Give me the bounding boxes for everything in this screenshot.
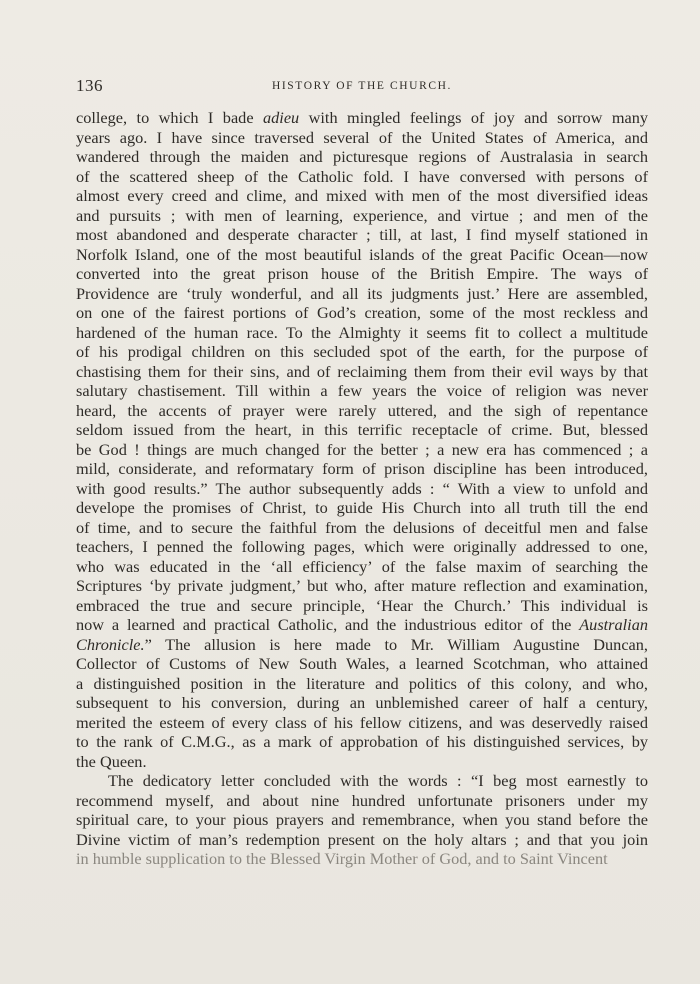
text-segment: who was educated in the ‘all efficiency’ of the false maxim of searching the [76, 556, 648, 576]
text-segment: converted into the great prison house of the British Empire. The ways of [76, 264, 648, 283]
text-segment: Scriptures ‘by private judgment,’ but who, after mature reflection and examination, [76, 576, 648, 595]
text-line [76, 128, 648, 148]
italic-text: Chronicle. [76, 634, 145, 654]
text-segment: teachers, I penned the following pages, which were originally addressed to one, [76, 537, 648, 556]
text-line [76, 791, 648, 811]
text-segment: years ago. I have since traversed several of the United States of America, and [76, 127, 648, 147]
text-segment: wandered through the maiden and picturesque regions of Australasia in search [76, 147, 648, 166]
text-segment: of time, and to secure the faithful from the delusions of deceitful men and false [76, 517, 648, 537]
text-line [76, 771, 648, 791]
text-line [76, 479, 648, 499]
text-segment: heard, the accents of prayer were rarely uttered, and the sigh of repentance [76, 400, 648, 420]
text-segment: now a learned and practical Catholic, and the industrious editor of the [76, 615, 580, 634]
text-line [76, 635, 648, 655]
text-line [76, 167, 648, 187]
text-line [76, 849, 648, 869]
text-line [76, 225, 648, 245]
page-header [76, 76, 648, 100]
text-line [76, 284, 648, 304]
text-segment: spiritual care, to your pious prayers and remembrance, when you stand before the [76, 810, 648, 829]
text-segment: with good results.” The author subsequently adds : “ With a view to unfold and [76, 478, 648, 498]
italic-text: adieu [263, 108, 300, 127]
text-segment: and pursuits ; with men of learning, experience, and virtue ; and men of the [76, 205, 648, 225]
text-segment: college, to which I bade [76, 108, 264, 127]
text-line [76, 674, 648, 694]
text-segment: merited the esteem of every class of his fellow citizens, and was deservedly raised [76, 712, 648, 732]
text-line [76, 362, 648, 382]
text-line [76, 420, 648, 440]
text-line [76, 810, 648, 830]
text-line [76, 186, 648, 206]
text-line [76, 752, 648, 772]
text-line [76, 732, 648, 752]
text-line [76, 518, 648, 538]
text-segment: The dedicatory letter concluded with the words : “I beg most earnestly to [108, 771, 648, 790]
text-segment: recommend myself, and about nine hundred unfortunate prisoners under my [76, 790, 648, 810]
text-segment: mild, considerate, and reformatary form of prison discipline has been introduced, [76, 459, 648, 478]
text-segment: in humble supplication to the Blessed Virgin Mother of God, and to Saint Vincent [76, 849, 608, 868]
text-segment: of his prodigal children on this secluded spot of the earth, for the purpose of [76, 342, 648, 361]
text-line [76, 381, 648, 401]
italic-text: Australian [579, 615, 648, 634]
text-line [76, 537, 648, 557]
text-line [76, 498, 648, 518]
text-segment: most abandoned and desperate character ; till, at last, I find myself stationed in [76, 225, 648, 244]
text-line [76, 108, 648, 128]
text-segment: of the scattered sheep of the Catholic fold. I have conversed with persons of [76, 166, 648, 186]
text-line [76, 459, 648, 479]
text-line [76, 342, 648, 362]
text-line [76, 713, 648, 733]
text-segment: hardened of the human race. To the Almighty it seems fit to collect a multitude [76, 322, 648, 342]
text-line [76, 693, 648, 713]
text-segment: Divine victim of man’s redemption present on the holy altars ; and that you join [76, 829, 648, 849]
text-segment: embraced the true and secure principle, ‘Hear the Church.’ This individual is [76, 595, 648, 615]
text-line [76, 206, 648, 226]
text-segment: subsequent to his conversion, during an unblemished career of half a century, [76, 693, 648, 712]
text-line [76, 147, 648, 167]
text-segment: on one of the fairest portions of God’s creation, some of the most reckless and [76, 303, 648, 322]
text-segment: Norfolk Island, one of the most beautiful islands of the great Pacific Ocean—now [76, 244, 648, 264]
text-line [76, 557, 648, 577]
text-segment: ” The allusion is here made to Mr. William Augustine Duncan, [144, 634, 648, 654]
text-line [76, 654, 648, 674]
text-line [76, 615, 648, 635]
text-segment: be God ! things are much changed for the better ; a new era has commenced ; a [76, 439, 648, 459]
text-line [76, 576, 648, 596]
body-text [76, 108, 648, 869]
page-number: 136 [76, 76, 103, 95]
text-segment: Providence are ‘truly wonderful, and all its judgments just.’ Here are assembled, [76, 283, 648, 303]
text-line [76, 303, 648, 323]
text-line [76, 401, 648, 421]
text-segment: the Queen. [76, 751, 147, 771]
text-line [76, 440, 648, 460]
text-segment: to the rank of C.M.G., as a mark of approbation of his distinguished services, by [76, 732, 648, 751]
text-line [76, 830, 648, 850]
text-line [76, 323, 648, 343]
text-segment: seldom issued from the heart, in this terrific receptacle of crime. But, blessed [76, 420, 648, 439]
text-line [76, 264, 648, 284]
text-line [76, 596, 648, 616]
text-segment: with mingled feelings of joy and sorrow many [299, 108, 649, 127]
text-segment: almost every creed and clime, and mixed with men of the most diversified ideas [76, 186, 648, 205]
text-segment: chastising them for their sins, and of reclaiming them from their evil ways by that [76, 361, 648, 381]
text-segment: develope the promises of Christ, to guide His Church into all truth till the end [76, 498, 648, 517]
text-segment: salutary chastisement. Till within a few years the voice of religion was never [76, 381, 648, 400]
text-segment: Collector of Customs of New South Wales, a learned Scotchman, who attained [76, 654, 648, 673]
text-line [76, 245, 648, 265]
running-title: HISTORY OF THE CHURCH. [271, 80, 453, 92]
text-segment: a distinguished position in the literature and politics of this colony, and who, [76, 673, 648, 693]
